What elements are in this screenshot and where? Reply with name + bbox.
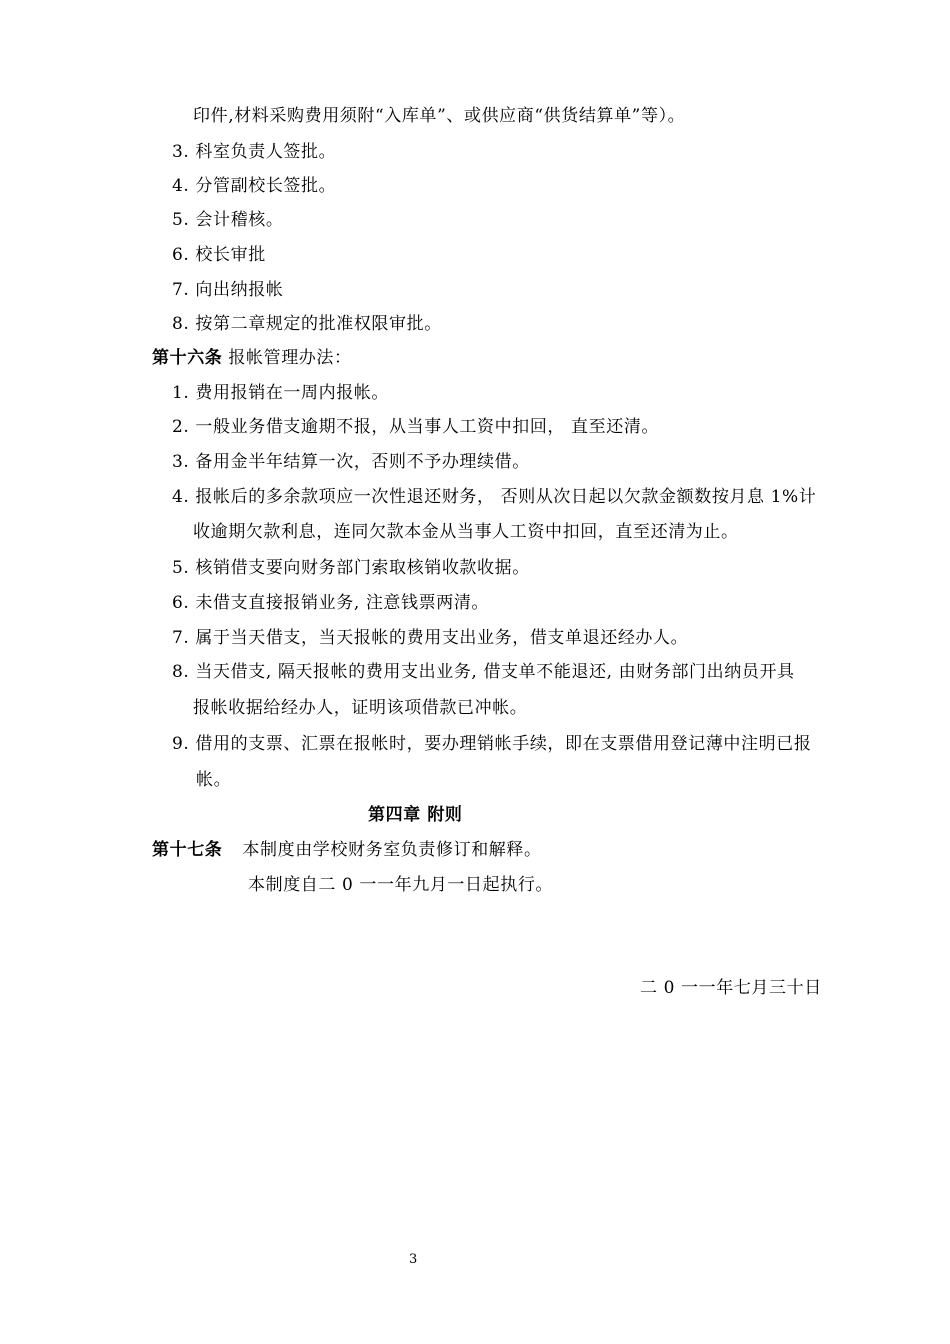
continuation-line: 印件,材料采购费用须附“入库单”、或供应商“供货结算单”等）。 bbox=[193, 106, 686, 126]
list-item: 4. 报帐后的多余款项应一次性退还财务， 否则从次日起以欠款金额数按月息 1%计 bbox=[172, 487, 817, 507]
continuation-line: 本制度自二 0 一一年九月一日起执行。 bbox=[248, 875, 554, 895]
list-item: 8. 当天借支, 隔天报帐的费用支出业务, 借支单不能退还, 由财务部门出纳员开具 bbox=[172, 662, 795, 682]
list-item: 6. 未借支直接报销业务, 注意钱票两清。 bbox=[172, 593, 490, 613]
chapter-heading: 第四章 附则 bbox=[368, 805, 463, 825]
continuation-line: 帐。 bbox=[196, 770, 232, 790]
list-item: 6. 校长审批 bbox=[172, 245, 266, 265]
list-item: 8. 按第二章规定的批准权限审批。 bbox=[172, 314, 442, 334]
list-item: 7. 向出纳报帐 bbox=[172, 280, 284, 300]
list-item: 5. 核销借支要向财务部门索取核销收款收据。 bbox=[172, 558, 530, 578]
article-17 bbox=[152, 838, 542, 862]
article-17-text: 本制度由学校财务室负责修订和解释。 bbox=[242, 840, 542, 860]
article-16-text: 报帐管理办法： bbox=[222, 348, 352, 368]
list-item: 9. 借用的支票、汇票在报帐时，要办理销帐手续，即在支票借用登记薄中注明已报 bbox=[172, 734, 812, 754]
list-item: 2. 一般业务借支逾期不报，从当事人工资中扣回， 直至还清。 bbox=[172, 417, 660, 437]
list-item: 3. 科室负责人签批。 bbox=[172, 142, 337, 162]
list-item: 7. 属于当天借支，当天报帐的费用支出业务，借支单退还经办人。 bbox=[172, 628, 689, 648]
article-16 bbox=[152, 346, 352, 370]
list-item: 1. 费用报销在一周内报帐。 bbox=[172, 383, 390, 403]
page-number: 3 bbox=[409, 1252, 418, 1267]
continuation-line: 收逾期欠款利息，连同欠款本金从当事人工资中扣回，直至还清为止。 bbox=[193, 522, 739, 542]
document-date: 二 0 一一年七月三十日 bbox=[640, 978, 822, 998]
list-item: 5. 会计稽核。 bbox=[172, 210, 284, 230]
article-17-title: 第十七条 bbox=[152, 840, 223, 860]
article-16-title: 第十六条 bbox=[152, 348, 223, 368]
list-item: 3. 备用金半年结算一次，否则不予办理续借。 bbox=[172, 452, 530, 472]
list-item: 4. 分管副校长签批。 bbox=[172, 176, 337, 196]
continuation-line: 报帐收据给经办人，证明该项借款已冲帐。 bbox=[193, 698, 528, 718]
